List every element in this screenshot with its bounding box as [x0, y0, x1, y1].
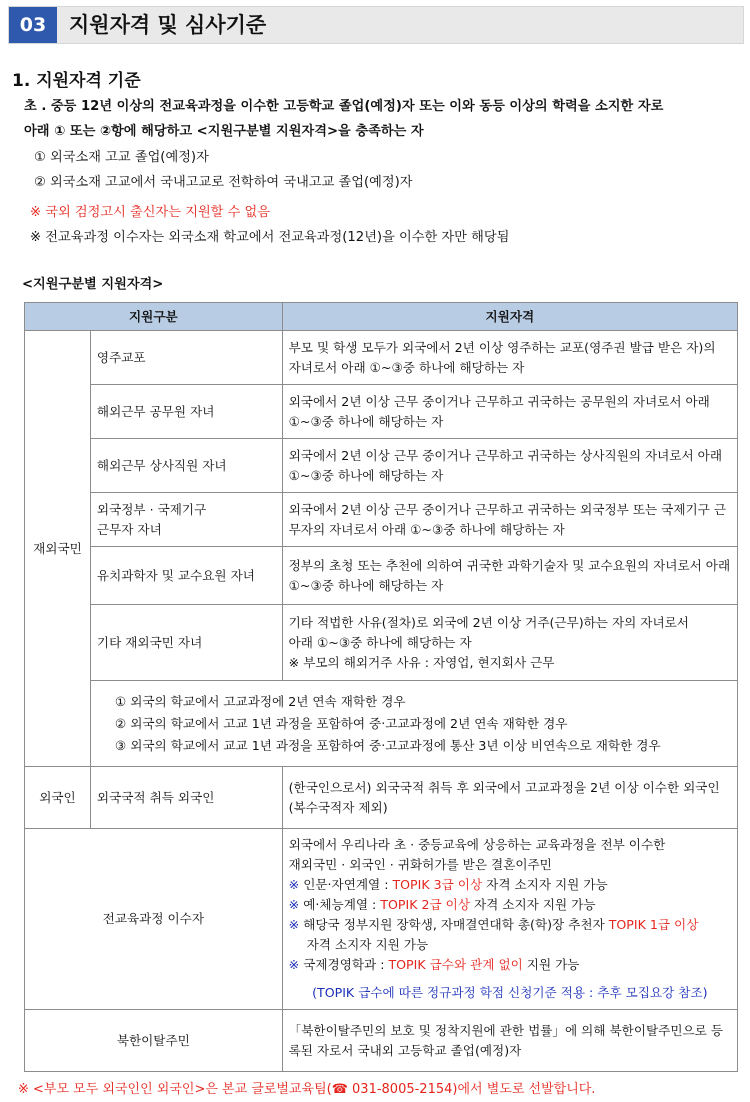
table-row — [25, 439, 738, 493]
eligibility-item-2: ② 외국소재 고교에서 국내고교로 전학하여 국내고교 졸업(예정)자 — [34, 175, 413, 190]
qualification-desc: (한국인으로서) 외국국적 취득 후 외국에서 고교과정을 2년 이상 이수한 외국인(복수국적자 제외) — [282, 767, 737, 829]
table-row — [25, 1010, 738, 1072]
page-title: 지원자격 및 심사기준 — [69, 13, 267, 37]
note-text: 인문‧자연계열 : — [299, 877, 393, 892]
eligibility-items — [34, 145, 412, 195]
sub-category — [90, 493, 282, 547]
sub-category-line: 근무자 자녀 — [96, 521, 162, 537]
desc-line: 기타 적법한 사유(절차)로 외국에 2년 이상 거주(근무)하는 자의 자녀로서 — [288, 614, 689, 630]
bottom-note: ※ <부모 모두 외국인인 외국인>은 본교 글로벌교육팀(☎ 031-8005-2154)에서 별도로 선발합니다. — [18, 1082, 596, 1097]
table-row — [25, 493, 738, 547]
eligibility-item-1: ① 외국소재 고교 졸업(예정)자 — [34, 150, 209, 165]
group-label-foreigner: 외국인 — [25, 767, 91, 829]
note-mark: ※ — [288, 957, 300, 972]
notes — [30, 200, 509, 250]
group-label-full-edu: 전교육과정 이수자 — [25, 829, 283, 1010]
note-text: 해당국 정부지원 장학생, 자매결연대학 총(학)장 추천자 — [299, 917, 609, 932]
intro-line-2: 아래 ① 또는 ②항에 해당하고 <지원구분별 지원자격>을 충족하는 자 — [24, 124, 424, 139]
topik-note-1 — [289, 875, 731, 895]
qualification-desc — [282, 605, 737, 681]
conditions-cell — [90, 681, 737, 767]
table-row — [25, 605, 738, 681]
sub-category: 유치과학자 및 교수요원 자녀 — [90, 547, 282, 605]
section-title: 1. 지원자격 기준 — [12, 71, 141, 91]
sub-category: 외국국적 취득 외국인 — [90, 767, 282, 829]
table-row — [25, 767, 738, 829]
desc-line: 외국에서 우리나라 초 · 중등교육에 상응하는 교육과정을 전부 이수한 — [288, 837, 666, 852]
group-label-defector: 북한이탈주민 — [25, 1010, 283, 1072]
sub-category: 기타 재외국민 자녀 — [90, 605, 282, 681]
note-highlight: TOPIK 1급 이상 — [608, 917, 699, 932]
section-header — [8, 6, 744, 44]
topik-note-4 — [289, 955, 731, 975]
qualification-desc: 정부의 초청 또는 추천에 의하여 귀국한 과학기술자 및 교수요원의 자녀로서 아래 ①~③중 하나에 해당하는 자 — [282, 547, 737, 605]
table-row — [25, 681, 738, 767]
topik-note-3 — [289, 915, 731, 935]
topik-footnote: (TOPIK 급수에 따른 정규과정 학점 신청기준 적용 : 추후 모집요강 참조) — [312, 985, 708, 1000]
note-text: 국제경영학과 : — [299, 957, 389, 972]
group-label-overseas: 재외국민 — [25, 331, 91, 767]
qualification-desc: 「북한이탈주민의 보호 및 정착지원에 관한 법률」에 의해 북한이탈주민으로 등록된 자로서 국내외 고등학교 졸업(예정)자 — [282, 1010, 737, 1072]
qualification-desc: 부모 및 학생 모두가 외국에서 2년 이상 영주하는 교포(영주권 발급 받은 자)의 자녀로서 아래 ①~③중 하나에 해당하는 자 — [282, 331, 737, 385]
table-row — [25, 331, 738, 385]
note-text: 예‧체능계열 : — [299, 897, 381, 912]
note-text: 자격 소지자 지원 가능 — [306, 937, 429, 952]
condition-item: ② 외국의 학교에서 고교 1년 과정을 포함하여 중‧고교과정에 2년 연속 재학한 경우 — [114, 715, 568, 731]
topik-note-2 — [289, 895, 731, 915]
qualification-table — [24, 302, 738, 1072]
note-text: 자격 소지자 지원 가능 — [470, 897, 596, 912]
sub-category: 영주교포 — [90, 331, 282, 385]
table-row — [25, 829, 738, 1010]
note-black: ※ 전교육과정 이수자는 외국소재 학교에서 전교육과정(12년)을 이수한 자만 해당됨 — [30, 230, 510, 245]
note-red: ※ 국외 검정고시 출신자는 지원할 수 없음 — [30, 205, 271, 220]
sub-category: 해외근무 공무원 자녀 — [90, 385, 282, 439]
note-text: 자격 소지자 지원 가능 — [482, 877, 608, 892]
note-highlight: TOPIK 3급 이상 — [392, 877, 483, 892]
header-category: 지원구분 — [25, 303, 283, 331]
table-title: <지원구분별 지원자격> — [22, 277, 164, 292]
desc-line: 아래 ①~③중 하나에 해당하는 자 — [288, 634, 472, 650]
qualification-desc: 외국에서 2년 이상 근무 중이거나 근무하고 귀국하는 외국정부 또는 국제기구 근무자의 자녀로서 아래 ①~③중 하나에 해당하는 자 — [282, 493, 737, 547]
intro-line-1: 초 . 중등 12년 이상의 전교육과정을 이수한 고등학교 졸업(예정)자 또는 이와 동등 이상의 학력을 소지한 자로 — [24, 99, 664, 114]
sub-category: 해외근무 상사직원 자녀 — [90, 439, 282, 493]
intro-text — [24, 94, 742, 144]
note-highlight: TOPIK 급수와 관계 없이 — [388, 957, 523, 972]
note-mark: ※ — [288, 877, 300, 892]
full-edu-desc — [282, 829, 737, 1010]
note-highlight: TOPIK 2급 이상 — [380, 897, 470, 912]
table-row — [25, 547, 738, 605]
note-mark: ※ — [288, 897, 300, 912]
note-mark: ※ — [288, 917, 300, 932]
qualification-desc: 외국에서 2년 이상 근무 중이거나 근무하고 귀국하는 공무원의 자녀로서 아래 ①~③중 하나에 해당하는 자 — [282, 385, 737, 439]
header-qualification: 지원자격 — [282, 303, 737, 331]
desc-line: ※ 부모의 해외거주 사유 : 자영업, 현지회사 근무 — [288, 654, 555, 670]
section-number: 03 — [9, 7, 57, 43]
condition-item: ③ 외국의 학교에서 교교 1년 과정을 포함하여 중‧고교과정에 통산 3년 이상 비연속으로 재학한 경우 — [114, 737, 661, 753]
desc-line: 재외국민 · 외국인 · 귀화허가를 받은 결혼이주민 — [288, 857, 552, 872]
sub-category-line: 외국정부 · 국제기구 — [96, 501, 207, 517]
table-header-row — [25, 303, 738, 331]
qualification-desc: 외국에서 2년 이상 근무 중이거나 근무하고 귀국하는 상사직원의 자녀로서 아래 ①~③중 하나에 해당하는 자 — [282, 439, 737, 493]
table-row — [25, 385, 738, 439]
note-text: 지원 가능 — [522, 957, 580, 972]
condition-item: ① 외국의 학교에서 고교과정에 2년 연속 재학한 경우 — [114, 693, 406, 709]
